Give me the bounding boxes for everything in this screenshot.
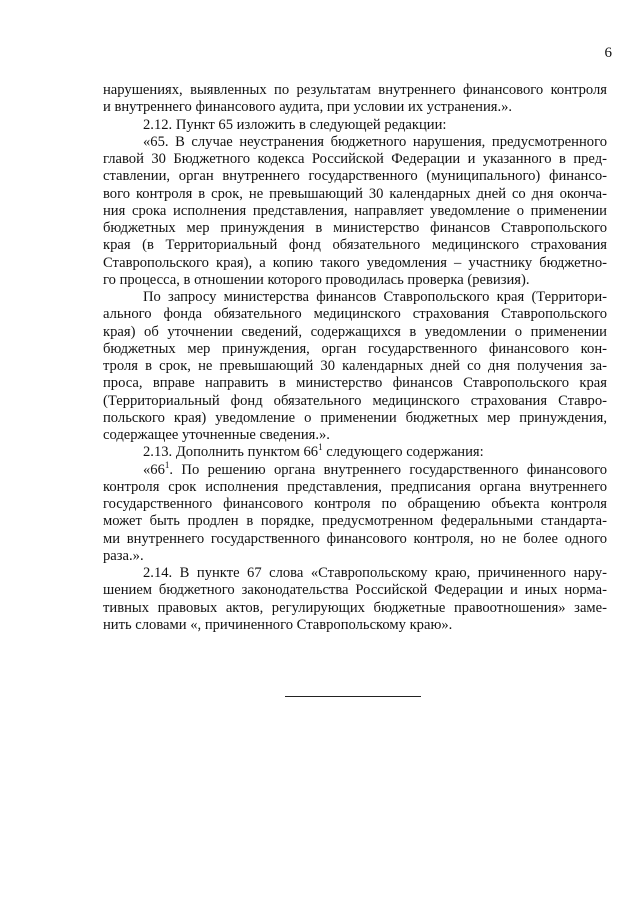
text-line: края (в Территориальный фонд обязательного медицинского страхования (103, 237, 607, 254)
text-line: ставлении, орган внутреннего государственного (муниципального) финансо- (103, 168, 607, 185)
text-line: может быть продлен в порядке, предусмотренном федеральными стандарта- (103, 513, 607, 530)
text-line: 2.14. В пункте 67 слова «Ставропольскому краю, причиненного нару- (143, 565, 607, 581)
text-line: троля в срок, не превышающий 30 календарных дней со дня получения за- (103, 358, 607, 374)
text-line: проса, вправе направить в министерство финансов Ставропольского края (103, 375, 607, 392)
text-line: содержащее уточненные сведения.». (103, 427, 330, 443)
closing-separator-line (285, 696, 421, 697)
text-line: тивных правовых актов, регулирующих бюджетные правоотношения» заме- (103, 599, 607, 616)
text-line: ального фонда обязательного медицинского страхования Ставропольского (103, 306, 607, 323)
text-line: 2.12. Пункт 65 изложить в следующей редакции: (143, 116, 447, 133)
text-line: раза.». (103, 547, 144, 564)
text-line: ми внутреннего государственного финансового контроля, но не более одного (103, 530, 607, 547)
text-line: Ставропольского края), а копию такого уведомления – участнику бюджетно- (103, 254, 607, 271)
text-line: бюджетных мер принуждения в министерство финансов Ставропольского (103, 220, 607, 236)
text-line: го процесса, в отношении которого проводилась проверка (ревизия). (103, 271, 530, 288)
text-line: бюджетных мер принуждения, орган государственного финансового кон- (103, 340, 607, 357)
text-line: нить словами «, причиненного Ставропольскому краю». (103, 616, 453, 633)
document-body (103, 82, 607, 634)
text-line: контроля срок исполнения представления, предписания органа внутреннего (103, 478, 607, 495)
text-line: «65. В случае неустранения бюджетного нарушения, предусмотренного (143, 133, 607, 150)
superscript-index: 1 (164, 459, 170, 470)
text-line: главой 30 Бюджетного кодекса Российской Федерации и указанного в пред- (103, 151, 607, 167)
page-number: 6 (604, 45, 612, 61)
text-line: (Территориальный фонд обязательного медицинского страхования Ставро- (103, 392, 607, 409)
text-line: вого контроля в срок, не превышающий 30 календарных дней со дня оконча- (103, 185, 607, 202)
text-line: ния срока исполнения представления, направляет уведомление о применении (103, 202, 607, 219)
text-line: польского края) уведомление о применении бюджетных мер принуждения, (103, 409, 607, 426)
text-line: По запросу министерства финансов Ставропольского края (Территори- (143, 289, 607, 305)
text-line: края) об уточнении сведений, содержащихся в уведомлении о применении (103, 323, 607, 340)
text-line: государственного финансового контроля по обращению объекта контроля (103, 496, 607, 512)
text-line: 2.13. Дополнить пунктом $66^1$ следующего содержания: (143, 442, 484, 461)
text-line: и внутреннего финансового аудита, при условии их устранения.». (103, 99, 513, 116)
text-line: нарушениях, выявленных по результатам внутреннего финансового контроля (103, 82, 607, 98)
text-line: шением бюджетного законодательства Российской Федерации и иных норма- (103, 582, 607, 599)
text-line: «$66^1$. По решению органа внутреннего государственного финансового (143, 459, 607, 478)
superscript-index: 1 (318, 442, 323, 453)
